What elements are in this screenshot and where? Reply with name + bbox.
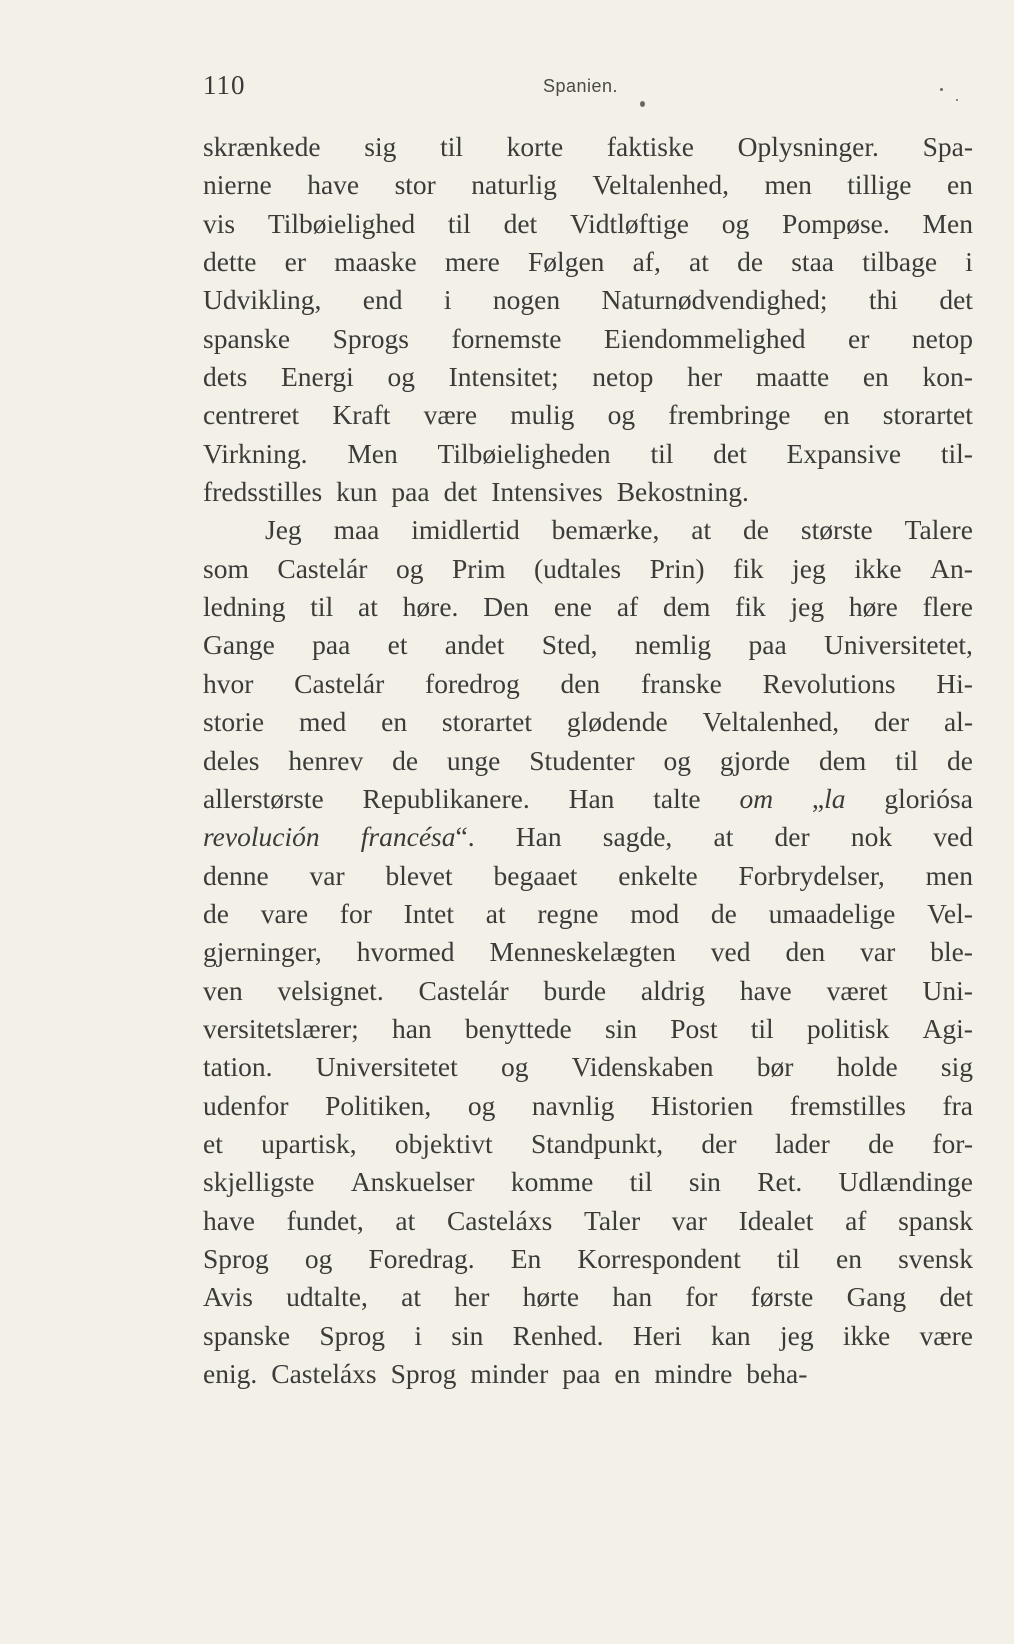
text-line: dette er maaske mere Følgen af, at de staa tilbage i	[203, 246, 973, 278]
text-line: hvor Castelár foredrog den franske Revolutions Hi-	[203, 667, 973, 699]
ink-speck	[940, 88, 943, 91]
text-line: spanske Sprog i sin Renhed. Heri kan jeg ikke være	[203, 1319, 973, 1351]
text-line: udenfor Politiken, og navnlig Historien fremstilles fra	[203, 1089, 973, 1121]
text-line: gjerninger, hvormed Menneskelægten ved den var ble-	[203, 936, 973, 968]
text-line: Sprog og Foredrag. En Korrespondent til en svensk	[203, 1242, 973, 1274]
text-line: tation. Universitetet og Videnskaben bør holde sig	[203, 1051, 973, 1083]
text-line: skrænkede sig til korte faktiske Oplysninger. Spa-	[203, 131, 973, 162]
text-line: fredsstilles kun paa det Intensives Bekostning.	[203, 476, 749, 508]
text-line: deles henrev de unge Studenter og gjorde dem til de	[203, 744, 973, 776]
ink-speck	[956, 99, 958, 101]
text-line: enig. Casteláxs Sprog minder paa en mindre beha-	[203, 1358, 808, 1389]
ink-speck	[640, 101, 645, 107]
text-line: Udvikling, end i nogen Naturnødvendighed; thi det	[203, 284, 973, 316]
text-line: Avis udtalte, at her hørte han for første Gang det	[203, 1281, 973, 1313]
text-line: revolución francésa“. Han sagde, at der nok ved	[203, 821, 973, 853]
text-line: dets Energi og Intensitet; netop her maatte en kon-	[203, 361, 973, 393]
text-line: ledning til at høre. Den ene af dem fik jeg høre flere	[203, 591, 973, 623]
text-line: nierne have stor naturlig Veltalenhed, men tillige en	[203, 169, 973, 201]
page-number: 110	[203, 70, 246, 100]
text-line: som Castelár og Prim (udtales Prin) fik jeg ikke An-	[203, 552, 973, 584]
running-title: Spanien.	[543, 76, 619, 96]
text-line: skjelligste Anskuelser komme til sin Ret. Udlændinge	[203, 1166, 973, 1198]
text-line: versitetslærer; han benyttede sin Post til politisk Agi-	[203, 1012, 973, 1044]
text-line: Virkning. Men Tilbøieligheden til det Expansive til-	[203, 437, 973, 469]
body-text	[203, 128, 973, 1393]
text-line: ven velsignet. Castelár burde aldrig have været Uni-	[203, 974, 973, 1006]
text-line: denne var blevet begaaet enkelte Forbrydelser, men	[203, 859, 973, 891]
text-line: storie med en storartet glødende Veltalenhed, der al-	[203, 706, 973, 738]
text-line: et upartisk, objektivt Standpunkt, der lader de for-	[203, 1127, 973, 1159]
text-line: have fundet, at Casteláxs Taler var Idealet af spansk	[203, 1204, 973, 1236]
text-line: centreret Kraft være mulig og frembringe en storartet	[203, 399, 973, 431]
text-line: Jeg maa imidlertid bemærke, at de største Talere	[265, 514, 973, 546]
text-line: de vare for Intet at regne mod de umaadelige Vel-	[203, 897, 973, 929]
text-line: vis Tilbøielighed til det Vidtløftige og Pompøse. Men	[203, 207, 973, 239]
text-line: allerstørste Republikanere. Han talte om „la gloriósa	[203, 782, 973, 814]
text-line: spanske Sprogs fornemste Eiendommelighed er netop	[203, 322, 973, 354]
text-line: Gange paa et andet Sted, nemlig paa Universitetet,	[203, 629, 973, 661]
